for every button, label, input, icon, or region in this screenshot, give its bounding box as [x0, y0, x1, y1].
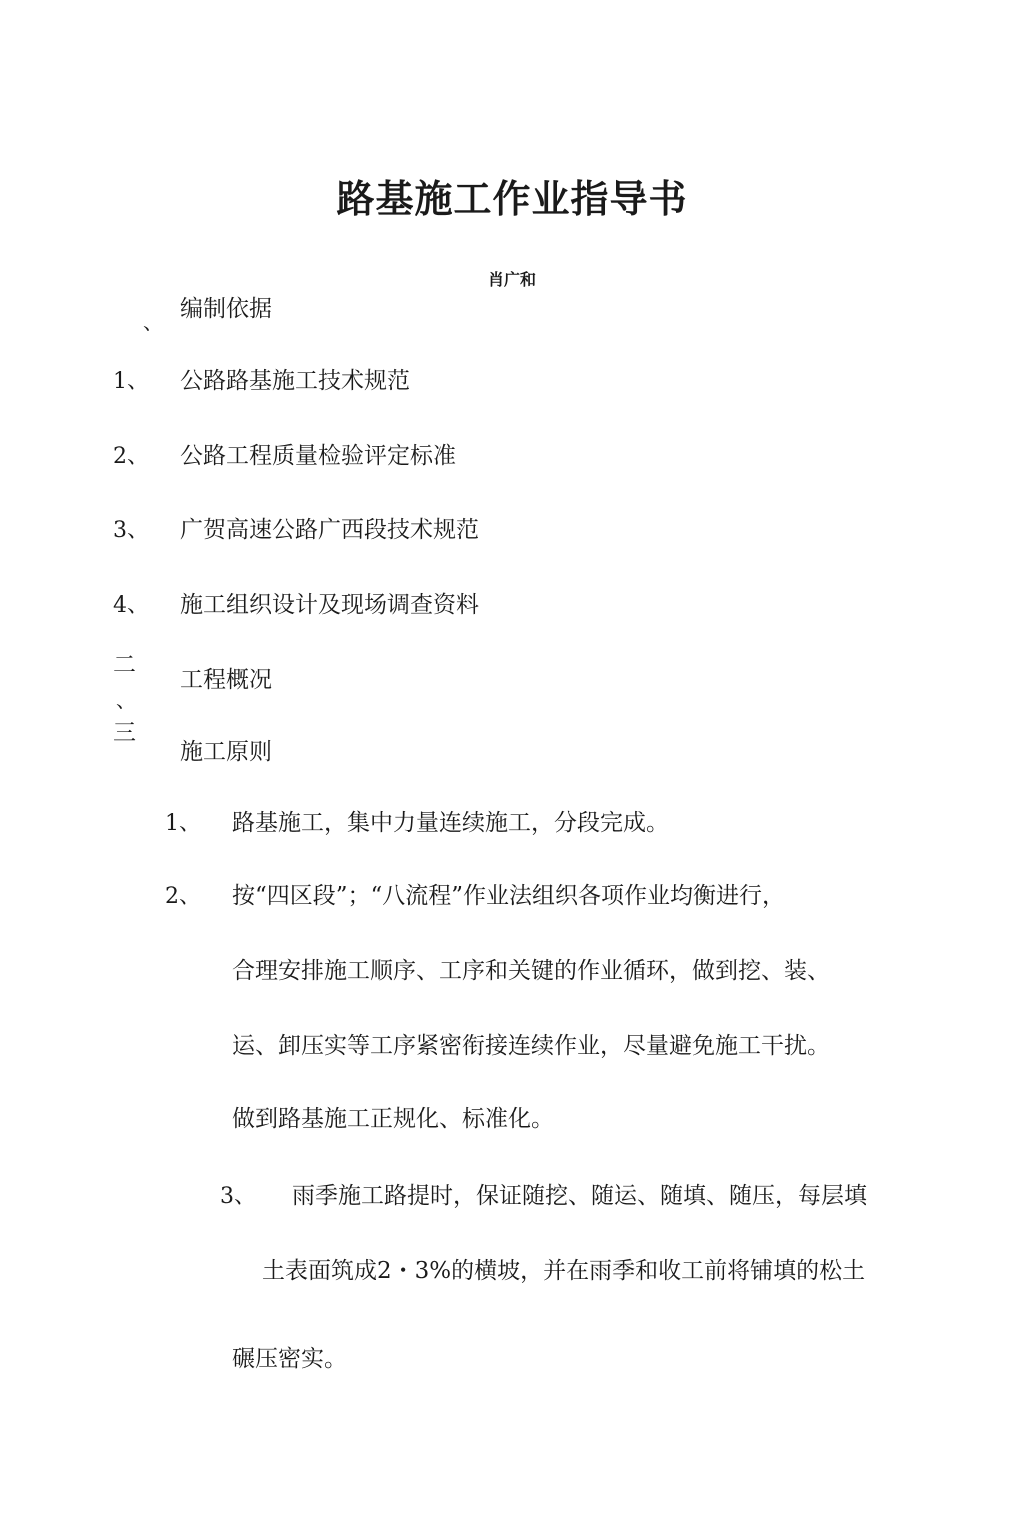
- section-1-item-1-text: 公路路基施工技术规范: [180, 368, 410, 394]
- section-3-item-2-line-1: 按“四区段”；“八流程”作业法组织各项作业均衡进行，: [232, 883, 786, 909]
- section-3-item-2-line-4: 做到路基施工正规化、标准化。: [232, 1106, 554, 1132]
- section-3-item-3-line-3: 碾压密实。: [232, 1346, 347, 1372]
- section-1-mark: 、: [143, 310, 163, 334]
- section-1-item-3-text: 广贺高速公路广西段技术规范: [180, 517, 479, 543]
- section-3-heading: 施工原则: [180, 739, 272, 765]
- document-title: 路基施工作业指导书: [336, 177, 688, 221]
- section-3-item-2-line-2: 合理安排施工顺序、工序和关键的作业循环，做到挖、装、: [232, 958, 830, 984]
- section-2-mark-separator: 、: [116, 688, 136, 712]
- section-1-item-2-number: 2、: [113, 444, 149, 469]
- section-3-item-3-line-2: 土表面筑成2・3%的横坡，并在雨季和收工前将铺填的松土: [262, 1258, 866, 1284]
- section-3-item-1-line-1: 路基施工，集中力量连续施工，分段完成。: [232, 810, 669, 836]
- document-author: 肖广和: [487, 270, 536, 289]
- section-1-item-1-number: 1、: [113, 369, 149, 394]
- section-2-mark: 二: [113, 652, 136, 678]
- section-3-item-1-number: 1、: [165, 811, 201, 836]
- section-1-item-3-number: 3、: [113, 518, 149, 543]
- section-2-heading: 工程概况: [180, 667, 272, 693]
- section-1-item-4-text: 施工组织设计及现场调查资料: [180, 592, 479, 618]
- section-3-item-3-number: 3、: [220, 1184, 256, 1209]
- section-1-item-2-text: 公路工程质量检验评定标准: [180, 443, 456, 469]
- section-1-item-4-number: 4、: [113, 593, 149, 618]
- section-1-heading: 编制依据: [180, 296, 272, 322]
- section-3-item-3-line-1: 雨季施工路提时，保证随挖、随运、随填、随压，每层填: [292, 1183, 867, 1209]
- section-3-mark: 三: [113, 720, 136, 746]
- section-3-item-2-line-3: 运、卸压实等工序紧密衔接连续作业，尽量避免施工干扰。: [232, 1033, 830, 1059]
- section-3-item-2-number: 2、: [165, 884, 201, 909]
